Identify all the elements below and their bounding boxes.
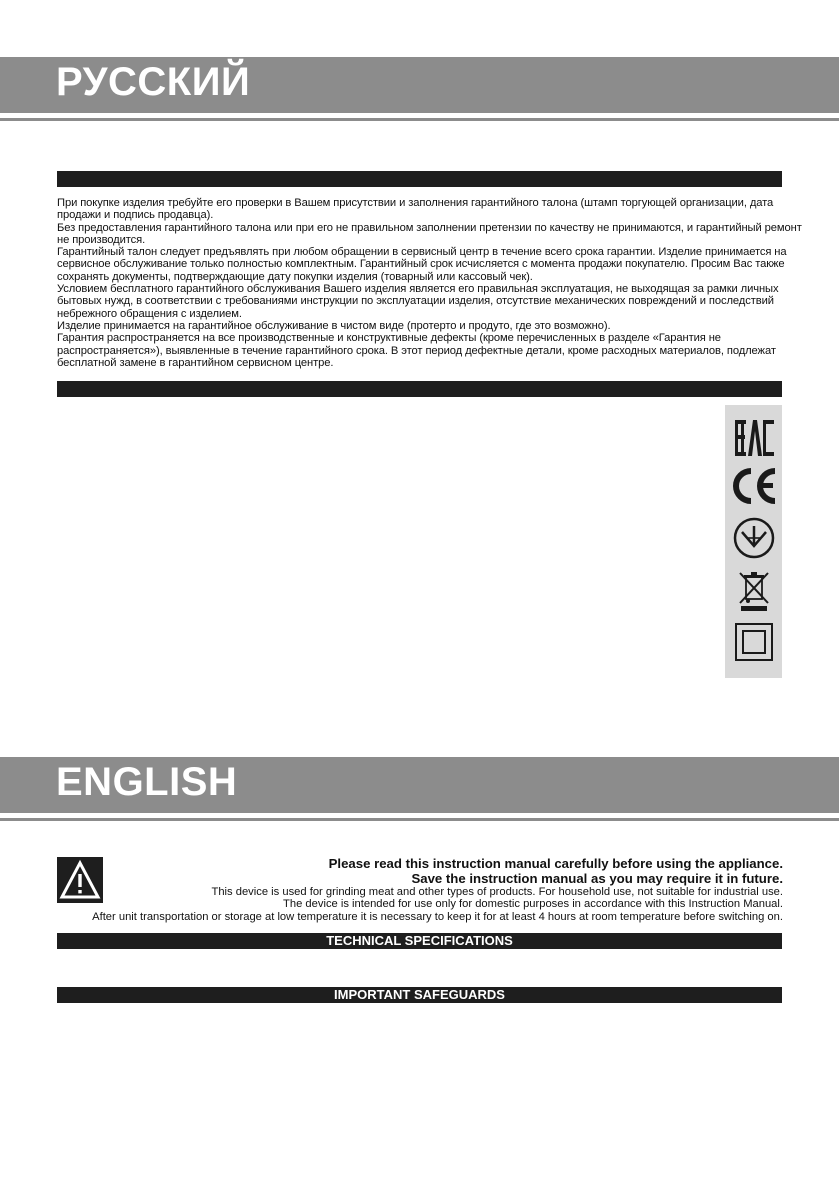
intro-bold-line: Please read this instruction manual carefully before using the appliance. xyxy=(328,856,783,871)
certification-marks-panel xyxy=(725,405,782,678)
russian-warranty-text xyxy=(57,197,802,369)
intro-line: The device is intended for use only for domestic purposes in accordance with this Instruction Manual. xyxy=(283,898,783,911)
english-language-banner xyxy=(0,757,839,813)
weee-crossed-bin-icon xyxy=(725,570,782,612)
eac-mark-icon xyxy=(725,419,782,457)
intro-line: After unit transportation or storage at low temperature it is necessary to keep it for at least 4 hours at room temperature before switching on. xyxy=(92,910,783,923)
intro-line: This device is used for grinding meat and other types of products. For household use, not suitable for industrial use. xyxy=(211,886,783,898)
important-safeguards-heading: IMPORTANT SAFEGUARDS xyxy=(57,987,782,1003)
warranty-paragraph: Условием бесплатного гарантийного обслуживания Вашего изделия является его правильная эксплуатация, не выходящая за рамки личных бытовых нужд, в соответствии с требованиями инструкции по эксплуатации изделия, отсутствие механических повреждений и последствий небрежного обращения с изделием. xyxy=(57,283,779,320)
warranty-paragraph: Гарантийный талон следует предъявлять при любом обращении в сервисный центр в течение всего срока гарантии. Изделие принимается на сервисное обслуживание только полностью комплектным. Гарантийный срок исчисляется с момента продажи покупателю. Просим Вас также сохранять документы, подтверждающие дату покупки изделия (товарный или кассовый чек). xyxy=(57,246,787,283)
warranty-paragraph: Без предоставления гарантийного талона или при его не правильном заполнении претензии по качеству не принимаются, и гарантийный ремонт не производится. xyxy=(57,221,802,246)
warranty-paragraph: При покупке изделия требуйте его проверки в Вашем присутствии и заполнения гарантийного талона (штамп торгующей организации, дата продажи и подпись продавца). xyxy=(57,197,774,222)
russian-secondary-bar xyxy=(57,381,782,397)
technical-specifications-heading: TECHNICAL SPECIFICATIONS xyxy=(57,933,782,949)
ukraine-conformity-mark-icon xyxy=(725,516,782,560)
english-intro xyxy=(57,856,783,923)
russian-warranty-bar xyxy=(57,171,782,187)
russian-heading: РУССКИЙ xyxy=(56,60,251,104)
class-ii-double-insulation-icon xyxy=(725,622,782,662)
english-divider xyxy=(0,818,839,821)
ce-mark-icon xyxy=(725,467,782,505)
english-heading: ENGLISH xyxy=(56,760,238,804)
russian-language-banner xyxy=(0,57,839,113)
warranty-paragraph: Гарантия распространяется на все производственные и конструктивные дефекты (кроме перечисленных в разделе «Гарантия не распространяется»), выявленные в течение гарантийного срока. В этот период дефектные детали, кроме расходных материалов, подлежат бесплатной замене в гарантийном сервисном центре. xyxy=(57,332,776,369)
russian-divider xyxy=(0,118,839,121)
intro-bold-line: Save the instruction manual as you may require it in future. xyxy=(411,871,783,886)
warranty-paragraph: Изделие принимается на гарантийное обслуживание в чистом виде (протерто и продуто, где это возможно). xyxy=(57,319,611,332)
